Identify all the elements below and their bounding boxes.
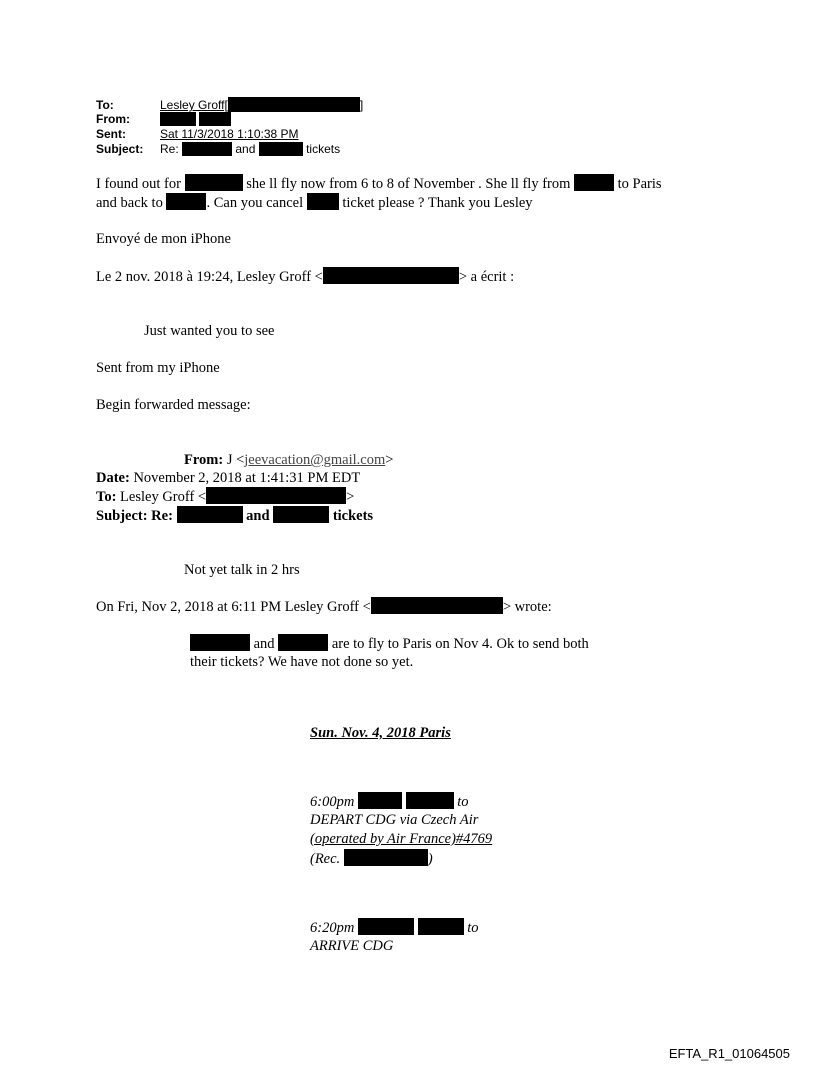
fwd-from-line <box>184 451 393 469</box>
body-text: Le 2 nov. 2018 à 19:24, Lesley Groff < <box>96 269 323 285</box>
redaction-bar <box>574 174 614 191</box>
redaction-bar <box>182 142 232 156</box>
redaction-bar <box>166 193 206 210</box>
fwd-subject-label: Subject: Re: <box>96 508 173 524</box>
signature-iphone-fr: Envoyé de mon iPhone <box>96 231 231 247</box>
body-text: . Can you cancel <box>206 195 304 211</box>
sent-value: Sat 11/3/2018 1:10:38 PM <box>160 127 299 141</box>
redaction-bar <box>344 849 428 866</box>
body-text: (Rec. <box>310 851 341 867</box>
fwd-from-name: J < <box>226 452 245 468</box>
subject-tickets: tickets <box>306 142 341 156</box>
redaction-bar <box>177 506 243 523</box>
body-text: she ll fly now from 6 to 8 of November . She ll fly from <box>246 176 571 192</box>
subject-and: and <box>235 142 256 156</box>
body-text: On Fri, Nov 2, 2018 at 6:11 PM Lesley Groff < <box>96 599 371 615</box>
header-subject-line <box>96 142 340 156</box>
header-from-line <box>96 112 231 126</box>
entry-to: to <box>457 794 469 810</box>
itinerary-entry-2-line-2: ARRIVE CDG <box>310 938 394 954</box>
quoted-line-2: their tickets? We have not done so yet. <box>190 654 414 670</box>
fwd-from-email-link[interactable]: jeevacation@gmail.com <box>244 452 386 468</box>
sent-label: Sent: <box>96 127 126 141</box>
body-text: > wrote: <box>502 599 552 615</box>
body-paragraph-line-2 <box>96 193 533 212</box>
redaction-bar <box>273 506 329 523</box>
on-fri-wrote-line <box>96 597 552 616</box>
redaction-bar <box>358 918 414 935</box>
just-wanted-text: Just wanted you to see <box>144 323 275 339</box>
redaction-bar <box>259 142 303 156</box>
fwd-to-label: To: <box>96 489 117 505</box>
redaction-bar <box>199 112 231 126</box>
redaction-bar <box>418 918 464 935</box>
fwd-date-label: Date: <box>96 470 130 486</box>
redaction-bar <box>190 634 250 651</box>
body-text: ) <box>427 851 433 867</box>
redaction-bar <box>323 267 459 284</box>
itinerary-entry-2-line-1 <box>310 918 478 937</box>
subject-re: Re: <box>160 142 179 156</box>
itinerary-entry-1-line-2: DEPART CDG via Czech Air <box>310 812 479 828</box>
fwd-subject-tickets: tickets <box>332 508 374 524</box>
itinerary-heading: Sun. Nov. 4, 2018 Paris <box>310 725 451 741</box>
body-text: are to fly to Paris on Nov 4. Ok to send both <box>331 636 589 652</box>
redaction-bar <box>278 634 328 651</box>
to-close: ] <box>359 98 364 112</box>
redaction-bar <box>358 792 402 809</box>
redaction-bar <box>307 193 339 210</box>
body-text: and back to <box>96 195 163 211</box>
fwd-date-value: November 2, 2018 at 1:41:31 PM EDT <box>133 470 361 486</box>
fwd-from-label: From: <box>184 452 224 468</box>
header-to-line <box>96 97 363 112</box>
fwd-to-line <box>96 487 354 506</box>
redaction-bar <box>228 97 360 112</box>
redaction-bar <box>185 174 243 191</box>
subject-label: Subject: <box>96 142 144 156</box>
body-text: I found out for <box>96 176 181 192</box>
document-id: EFTA_R1_01064505 <box>668 1046 790 1061</box>
header-sent-line <box>96 127 299 141</box>
fwd-subject-and: and <box>246 508 270 524</box>
begin-forwarded: Begin forwarded message: <box>96 397 251 413</box>
itinerary-entry-1-line-4 <box>310 849 433 868</box>
entry-to: to <box>467 920 479 936</box>
itinerary-entry-1-line-1 <box>310 792 468 811</box>
redaction-bar <box>371 597 503 614</box>
body-paragraph-line-1 <box>96 174 662 193</box>
to-value: Lesley Groff[ <box>160 98 228 112</box>
fwd-to-close: > <box>346 489 355 505</box>
quote-intro-fr <box>96 267 514 286</box>
body-text: and <box>253 636 275 652</box>
body-text: > a écrit : <box>458 269 515 285</box>
body-text: ticket please ? Thank you Lesley <box>342 195 533 211</box>
entry-time: 6:00pm <box>310 794 355 810</box>
fwd-subject-line <box>96 506 373 525</box>
quoted-line-1 <box>190 634 589 653</box>
fwd-reply-text: Not yet talk in 2 hrs <box>184 562 300 578</box>
fwd-date-line <box>96 469 360 487</box>
redaction-bar <box>406 792 454 809</box>
body-text: to Paris <box>617 176 662 192</box>
redaction-bar <box>206 487 346 504</box>
signature-iphone-en: Sent from my iPhone <box>96 360 220 376</box>
entry-time: 6:20pm <box>310 920 355 936</box>
redaction-bar <box>160 112 196 126</box>
fwd-to-value: Lesley Groff < <box>120 489 207 505</box>
fwd-from-close: > <box>385 452 394 468</box>
itinerary-entry-1-line-3: (operated by Air France)#4769 <box>310 831 493 847</box>
to-label: To: <box>96 98 114 112</box>
from-label: From: <box>96 112 130 126</box>
